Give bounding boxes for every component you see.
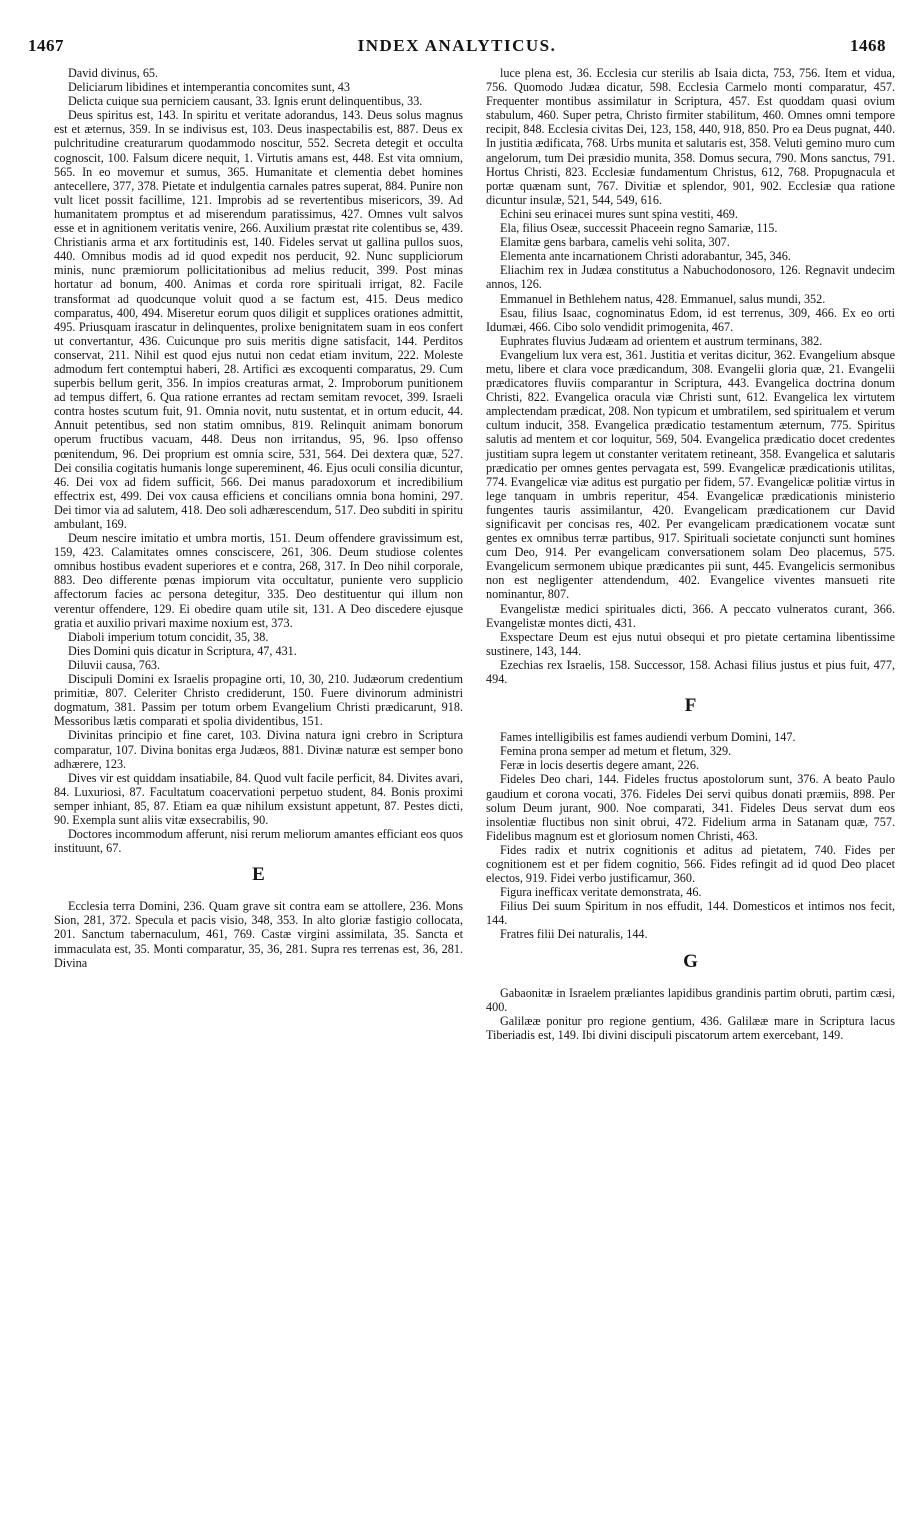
- index-entry: Deliciarum libidines et intemperantia concomites sunt, 43: [68, 80, 350, 95]
- index-entry: Diluvii causa, 763.: [68, 657, 161, 672]
- index-entry: Diaboli imperium totum concidit, 35, 38.: [68, 629, 269, 644]
- index-entry: Echini seu erinacei mures sunt spina vestiti, 469.: [500, 206, 738, 221]
- index-entry: Ezechias rex Israelis, 158. Successor, 158. Achasi filius justus et pius fuit, 477, 494.: [486, 657, 895, 687]
- index-entry: Delicta cuique sua perniciem causant, 33. Ignis erunt delinquentibus, 33.: [68, 94, 423, 109]
- index-entry: Figura inefficax veritate demonstrata, 46.: [500, 885, 702, 900]
- index-entry: Emmanuel in Bethlehem natus, 428. Emmanuel, salus mundi, 352.: [500, 291, 826, 306]
- index-entry: Galilææ ponitur pro regione gentium, 436. Galilææ mare in Scriptura lacus Tiberiadis est, 149. Ibi divini discipuli piscatorum artem exercebant, 149.: [486, 1013, 895, 1042]
- index-entry: Fides radix et nutrix cognitionis et aditus ad pietatem, 740. Fides per cognitionem est et per fidem cognitio, 566. Fides refingit ad id quod Deo placet electos, 919. Fidei verbo justificamur, 360.: [486, 842, 895, 886]
- index-entry: Gabaonitæ in Israelem præliantes lapidibus grandinis partim obruti, partim cæsi, 400.: [486, 985, 895, 1014]
- index-entry: Eliachim rex in Judæa constitutus a Nabuchodonosoro, 126. Regnavit undecim annos, 126.: [486, 263, 895, 292]
- section-letter-heading: E: [252, 864, 265, 886]
- index-entry: Euphrates fluvius Judæam ad orientem et austrum terminans, 382.: [500, 333, 823, 348]
- index-entry: luce plena est, 36. Ecclesia cur sterilis ab Isaia dicta, 753, 756. Item et vidua, 756. Quomodo Judæa dicatur, 598. Ecclesia Carmelo monti comparatur, 457. Frequenter montibus assimilatur in Scriptura, 457. Est quoddam quasi ovium stabulum, 460. Super petra, Christo firmiter stabilitum, 460. Omnes omni tempore recipit, 848. Ecclesia civitas Dei, 123, 158, 440, 918, 850. Pro ea Deus pugnat, 440. In justitia ædificata, 768. Urbs munita et salutaris est, 358. Veluti gemino muro cum angelorum, tum Dei præsidio munita, 358. Domus secura, 790. Mons sanctus, 791. Hortus Christi, 823. Ecclesiæ fundamentum Christus, 612, 768. Propugnacula et portæ quænam sunt, 767. Divitiæ et splendor, 901, 902. Ecclesiæ qua ratione dicuntur insulæ, 521, 544, 549, 616.: [486, 66, 896, 207]
- index-entry: Deus spiritus est, 143. In spiritu et veritate adorandus, 143. Deus solus magnus est et æternus, 359. In se indivisus est, 103. Deus inaspectabilis est, 887. Deus ex pulchritudine creaturarum quodammodo noscitur, 552. Secreta detegit et occulta cognoscit, 100. Falsum dicere nequit, 1. Virtutis amans est, 448. Est vita omnium, 565. In eo movemur et sumus, 365. Humanitate et clementia debet homines antecellere, 377, 378. Pietate et indulgentia carnales patres superat, 884. Punire non vult licet possit facillime, 121. Improbis ad se revertentibus misericors, 39. Ad humanitatem promptus et ad miserendum paratissimus, 427. Omnes vult salvos esse et in agnitionem veritatis venire, 266. Auxilium præstat rite colentibus se, 439. Christianis arma et arx fortitudinis est, 140. Fideles servat ut gallina pullos suos, 440. Omnibus modis ad id quod expedit nos perducit, 92. Nunc suppliciorum minis, nunc præmiorum pollicitationibus ad melius reducit, 399. Post minas hortatur ad bonum, 400. Animas et corda rore spirituali irrigat, 82. Facile transformat ad quodcunque voluit quod a se factum est, 415. Deus medico comparatus, 400, 494. Miseretur eorum quos diligit et supplices orationes admittit, 495. Priusquam irascatur in delinquentes, prolixe benignitatem suam in eos confert ut convertantur, 436. Cuicunque pro suis meritis digne satisfacit, 144. Perditos conservat, 211. Nihil est quod ejus nutui non cedat etiam invitum, 222. Moleste admodum fert contemptui haberi, 28. Artifici æs excoquenti comparatus, 29. Cum superbis bellum gerit, 356. In impios creaturas armat, 2. Improborum punitionem ad tempus differt, 6. Qua ratione errantes ad rectam semitam revocet, 399. Israeli contra hostes scutum fuit, 91. Omnia novit, nutu sustentat, et in ortum educit, 44. Annuit petentibus, sed non statim omnibus, 819. Relinquit animam bonorum operum fructibus vacuam, 448. Deus non irritandus, 95, 96. Ipso offenso pœnitendum, 96. Dei proprium est omnia scire, 531, 564. Dei dextera quæ, 527. Dei consilia cogitatis humanis longe supereminent, 46. Ejus oculi consilia dicuntur, 46. Dei vox ad fidem sufficit, 566. Dei manus paradoxorum et incredibilium effectrix est, 499. Dei vox causa efficiens et concilians omnia bona homini, 297. Dei timor via ad salutem, 418. Deo soli adhærescendum, 517. Deo subditi in spiritu ambulant, 169.: [54, 108, 463, 531]
- index-entry: Deum nescire imitatio et umbra mortis, 151. Deum offendere gravissimum est, 159, 423. Calamitates omnes consciscere, 261, 306. Deum studiose colentes omnibus hostibus evadent superiores et e contra, 268, 317. In Deo nihil corporale, 883. Deo differente pœnas impiorum vita occultatur, puniente vero supplicio affectorum facies ac persona detegitur, 335. Deo destituentur qui illum non verentur offendere, 129. Ei obedire quam utile sit, 131. A Deo discedere ejusque gratia et auxilio privari maxime noxium est, 373.: [54, 531, 463, 630]
- index-entry: Elamitæ gens barbara, camelis vehi solita, 307.: [500, 235, 730, 250]
- index-entry: Fames intelligibilis est fames audiendi verbum Domini, 147.: [500, 730, 796, 745]
- index-entry: Evangelistæ medici spirituales dicti, 366. A peccato vulneratos curant, 366. Evangelistæ montes dicti, 431.: [486, 601, 895, 630]
- index-entry: Esau, filius Isaac, cognominatus Edom, id est terrenus, 309, 466. Ex eo orti Idumæi, 466. Cibo solo vendidit primogenita, 467.: [486, 305, 895, 334]
- index-entry: Femina prona semper ad metum et fletum, 329.: [500, 744, 732, 759]
- index-entry: Ela, filius Oseæ, successit Phaceein regno Samariæ, 115.: [500, 221, 778, 236]
- page-number-left: 1467: [28, 36, 64, 55]
- index-entry: Dives vir est quiddam insatiabile, 84. Quod vult facile perficit, 84. Divites avari, 84. Luxuriosi, 87. Facultatum coacervationi perpetuo student, 84. Bonis proximi semper inhiant, 85, 87. Etiam ea quæ nihilum exsistunt appetunt, 87. Pestes dicti, 90. Exempla sunt aliis vitæ exsecrabilis, 90.: [54, 770, 463, 827]
- left-column: [54, 66, 463, 970]
- index-entry: Dies Domini quis dicatur in Scriptura, 47, 431.: [68, 643, 297, 658]
- index-entry: Ecclesia terra Domini, 236. Quam grave sit contra eam se attollere, 236. Mons Sion, 281, 372. Specula et pacis visio, 348, 353. In alto gloriæ fastigio collocata, 201. Sanctum tabernaculum, 461, 769. Castæ virgini assimilata, 35. Sancta et immaculata est, 35. Monti comparatur, 35, 36, 281. Supra res terrenas est, 36, 281. Divina: [54, 899, 463, 970]
- section-letter-heading: G: [683, 950, 698, 972]
- running-title: INDEX ANALYTICUS.: [357, 36, 557, 55]
- page-header: [28, 36, 886, 60]
- index-entry: Exspectare Deum est ejus nutui obsequi et pro pietate certamina libentissime sustinere, 143, 144.: [486, 629, 895, 658]
- index-entry: Doctores incommodum afferunt, nisi rerum meliorum amantes efficiant eos quos instituunt, 67.: [54, 827, 463, 856]
- index-entry: David divinus, 65.: [68, 66, 159, 80]
- index-entry: Elementa ante incarnationem Christi adorabantur, 345, 346.: [500, 249, 791, 264]
- index-entry: Fratres filii Dei naturalis, 144.: [500, 927, 648, 942]
- index-entry: Filius Dei suum Spiritum in nos effudit, 144. Domesticos et intimos nos fecit, 144.: [486, 899, 895, 928]
- page-number-right: 1468: [850, 36, 886, 55]
- right-column: [486, 66, 895, 1042]
- index-entry: Discipuli Domini ex Israelis propagine orti, 10, 30, 210. Judæorum credentium primitiæ, 807. Celeriter Christo crediderunt, 150. Fuere divinorum administri dogmatum, 381. Passim per totum orbem Evangelium Christi prædicarunt, 918. Messoribus lætis comparati et spolia dividentibus, 151.: [54, 672, 463, 729]
- index-entry: Divinitas principio et fine caret, 103. Divina natura igni crebro in Scriptura comparatur, 107. Divina bonitas erga Judæos, 881. Divinæ naturæ est semper bono adhærere, 123.: [54, 728, 463, 771]
- section-letter-heading: F: [684, 695, 697, 717]
- index-entry: Evangelium lux vera est, 361. Justitia et veritas dicitur, 362. Evangelium absque metu, libere et clara voce prædicandum, 308. Evangelii gloria quæ, 21. Evangelii prædicatores fluviis comparantur in Scriptura, 443. Evangelica doctrina donum Christi, 822. Evangelica oracula viæ Christi sunt, 612. Evangelica lex virtutem amplectendam prædicat, 208. Non typicum et umbratilem, sed spiritualem et verum cultum inducit, 358. Evangelica prædicatio testamentum æternum, 775. Spiritus salutis ad mentem et cor loquitur, 569, 504. Evangelica prædicatio docet credentes justitiam supra legem ut constanter veritatem retineant, 358. Evangelica et salutaris prædicatio per omnes gentes pervagata est, 599. Evangelicæ prædicationis utilitas, 774. Evangelicæ viæ aditus est purgatio per fidem, 57. Evangelicæ politiæ virtus in lege tanquam in umbris reperitur, 454. Evangelicæ prædicationis ministerio fungentes tauris assimilantur, 420. Evangelicam prædicationem cur David significavit per concisas res, 402. Per evangelicam prædicationem vocatæ sunt gentes ex omnibus terræ partibus, 917. Spirituali societate conjuncti sunt homines cum Deo, 914. Per evangelicam conversationem solam Deo placemus, 575. Evangelicum sermonem ubique prædicantes pii sunt, 445. Evangelicis sermonibus non est negligenter attendendum, 402. Evangelice viventes mansueti rite nominantur, 807.: [486, 347, 895, 602]
- index-entry: Feræ in locis desertis degere amant, 226.: [500, 758, 700, 773]
- index-entry: Fideles Deo chari, 144. Fideles fructus apostolorum sunt, 376. A beato Paulo gaudium et corona vocati, 376. Fideles Dei servi quibus donati præmiis, 898. Per solum Deum jurant, 900. Noe comparati, 341. Fideles Deus servat dum eos insolentiæ fluctibus non sinit obrui, 472. Fidelium arma in Satanam quæ, 757. Fidelibus magnum est et gloriosum nomen Christi, 463.: [486, 772, 895, 843]
